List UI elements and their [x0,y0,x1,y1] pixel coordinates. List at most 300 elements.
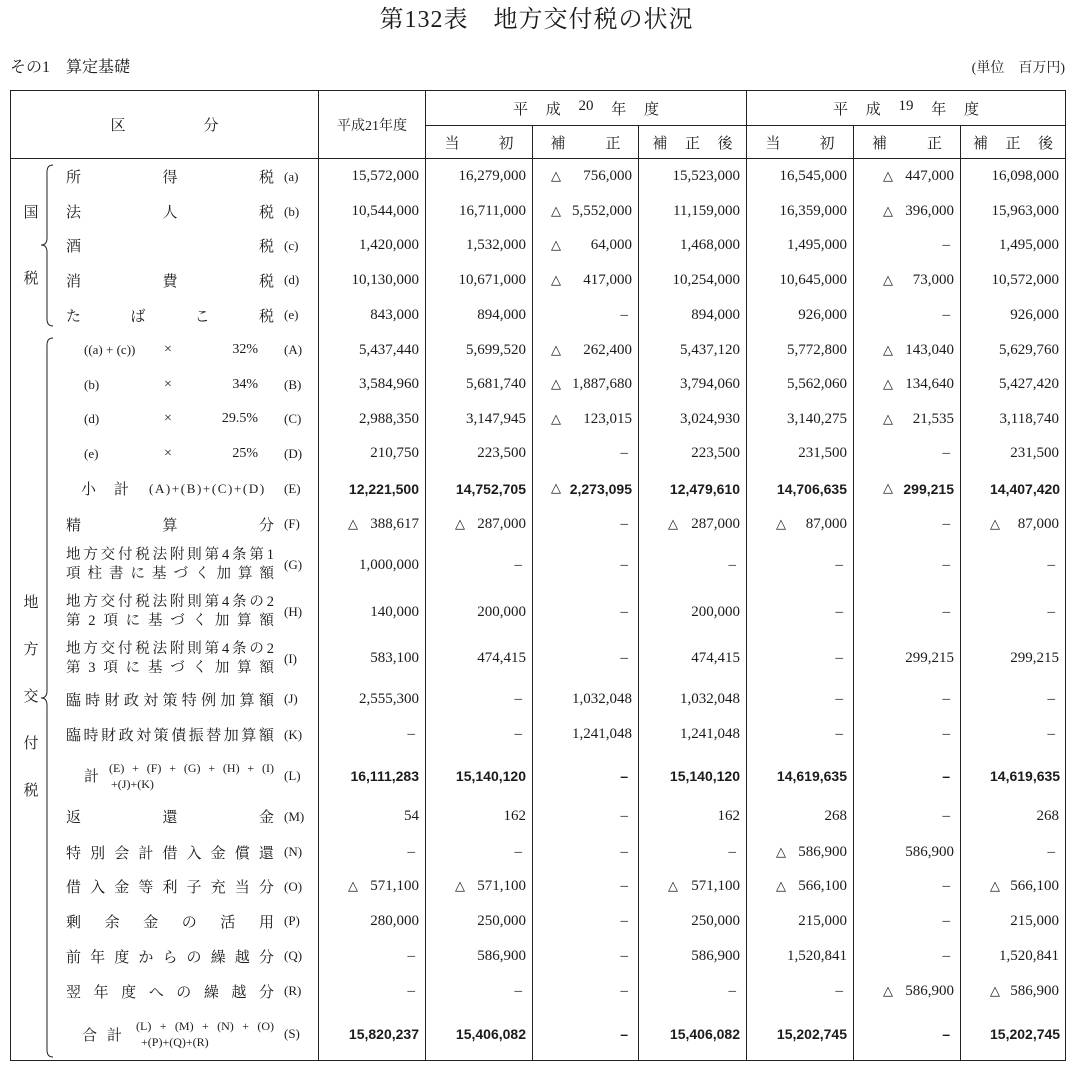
value-number: – [835,690,843,707]
value-number: 16,711,000 [459,203,526,219]
label-char: 税 [135,594,150,610]
value-number: – [835,603,843,620]
value-cell-fy20-initial [426,717,533,753]
label-formula [66,478,274,499]
label-text [66,305,274,326]
value-cell-fy19-initial [747,507,854,542]
row-label-text [66,270,274,291]
value [747,272,853,289]
header-sub-label [551,132,621,153]
table-row-G [11,542,1066,589]
label-char: 補 [652,135,668,152]
value-number: 10,572,000 [991,271,1059,288]
label-text [66,876,274,897]
table-row-b [11,195,1066,229]
label-char: 交 [100,594,116,610]
header-row-years [11,91,1066,126]
row-code: (M) [284,808,305,824]
table-row-N [11,835,1066,870]
negative-mark: △ [990,983,1000,999]
label-char: 税 [258,239,274,255]
value-number: – [835,726,843,742]
value [319,650,425,667]
label-line [66,659,274,678]
label-char: 加 [214,659,230,676]
value-cell-fy20-revision [533,263,639,298]
value [854,726,960,743]
label-char: 4 [221,640,230,657]
value-cell-fy20-revision [533,368,639,402]
value [747,203,853,220]
value-number: – [1047,603,1055,620]
value [639,168,746,185]
value-cell-fy20-revised [639,229,747,263]
label-char: 償 [234,845,250,862]
value-number: 299,215 [903,480,954,497]
label-char: 平 [833,101,849,118]
label-char: 対 [143,692,159,709]
value-cell-fy19-initial [747,939,854,974]
value-cell-fy19-revision [854,542,961,589]
value-cell-fy19-initial [747,799,854,835]
formula-line: +(P)+(Q)+(R) [141,1035,209,1050]
row-code: (E) [284,480,301,496]
header-fy21-label: 平成21年度 [337,118,407,134]
value [319,913,425,930]
value-cell-fy21 [319,333,426,368]
label-text [66,235,274,256]
value-number: 14,752,705 [455,480,526,497]
value-cell-fy21 [319,1009,426,1061]
label-text [66,689,274,710]
row-label-cell [11,507,319,542]
row-label-text [66,411,274,427]
label-char: 第 [204,640,220,657]
value [533,237,638,254]
formula-part: 34% [232,376,258,392]
value-number: 586,900 [477,947,526,964]
value-cell-fy21 [319,589,426,636]
value [426,948,532,965]
value [961,445,1065,462]
value [639,272,746,289]
value-number: – [514,726,522,742]
label-char: 交 [23,689,39,705]
value-cell-fy19-initial [747,717,854,753]
row-label-text [66,1018,274,1050]
label-char: 正 [926,135,942,152]
row-label-text [66,876,274,897]
row-code: (P) [284,913,300,928]
header-fy19-revision [854,126,961,159]
label-char: 税 [135,547,150,563]
row-label [11,806,318,827]
value [854,342,960,359]
label-char: こ [194,308,210,325]
label-char: 4 [221,594,230,610]
label-char: 人 [162,205,178,221]
label-char: 別 [90,845,106,862]
value [426,411,532,428]
label-char: 方 [83,640,98,657]
value-cell-fy19-revision [854,195,961,229]
value-cell-fy19-initial [747,753,854,799]
value [639,516,746,533]
value [747,768,853,784]
label-line [66,612,274,631]
value-cell-fy21 [319,799,426,835]
negative-mark: △ [551,411,561,427]
value-number: 1,241,048 [680,726,740,742]
header-sub-label [973,132,1053,153]
value-number: – [728,843,736,860]
value [747,445,853,462]
row-label-text [66,981,274,1002]
value [533,272,638,289]
value-cell-fy21 [319,835,426,870]
value-cell-fy19-revision [854,229,961,263]
value [747,516,853,533]
label-char: 財 [104,692,120,709]
value-cell-fy19-initial [747,471,854,507]
label-char: 特 [66,845,82,862]
row-label-text [66,201,274,222]
negative-mark: △ [455,879,465,894]
value-number: 10,544,000 [351,203,419,219]
label-char: 債 [171,728,187,744]
value [961,516,1065,533]
value-cell-fy20-revision [533,682,639,717]
value-number: 73,000 [912,271,954,288]
row-label-cell [11,471,319,507]
label-char: 則 [187,640,202,657]
value-number: – [620,515,628,532]
row-label-text [66,235,274,256]
label-char: 額 [258,728,274,744]
value-number: 586,900 [905,843,954,860]
value-cell-fy20-revised [639,195,747,229]
label-char: 地 [23,595,39,611]
value [533,445,638,462]
value-number: 5,562,060 [787,376,847,392]
value-cell-fy20-initial [426,904,533,939]
value-number: – [514,556,522,573]
value-number: 3,118,740 [999,410,1059,427]
label-prefix: 計 [84,769,100,785]
value-number: 54 [404,808,419,824]
value-number: 5,427,420 [999,376,1059,392]
value-cell-fy19-revised [961,471,1066,507]
label-char: 分 [258,880,274,896]
value-number: 396,000 [905,203,954,219]
value-cell-fy19-revision [854,904,961,939]
label-char: 越 [234,949,250,966]
table-row-J [11,682,1066,717]
allocation-table [10,90,1066,1061]
value-cell-fy20-revised [639,835,747,870]
label-char: 算 [237,613,252,629]
value-number: 11,159,000 [673,203,740,219]
label-char: 当 [765,135,781,152]
value-number: 5,437,120 [680,341,740,358]
row-label-cell [11,974,319,1009]
value-cell-fy19-initial [747,870,854,904]
negative-mark: △ [883,272,893,288]
row-label-cell [11,682,319,717]
label-char: 算 [241,728,257,744]
header-fy19-label [833,98,979,119]
value-cell-fy19-revision [854,159,961,195]
value-cell-fy20-initial [426,974,533,1009]
value-cell-fy20-revision [533,717,639,753]
value-cell-fy19-revision [854,974,961,1009]
value [639,948,746,965]
label-char: 対 [136,728,152,744]
row-label-text [66,342,274,358]
value-number: 3,140,275 [787,410,847,427]
value [426,726,532,743]
value [639,307,746,324]
value [961,808,1065,825]
label-char: 加 [223,728,239,744]
value-cell-fy21 [319,974,426,1009]
value-number: 14,619,635 [990,767,1061,784]
header-fy20 [426,91,747,126]
label-text [66,911,274,932]
value [533,411,638,428]
value-cell-fy19-initial [747,682,854,717]
value [319,1026,425,1042]
label-char: 項 [103,659,118,676]
value-cell-fy19-revised [961,402,1066,437]
row-label [11,760,318,792]
negative-mark: △ [668,516,678,532]
value [961,604,1065,621]
value-number: 1,532,000 [466,237,526,253]
row-label-cell [11,717,319,753]
label-char: 臨 [66,692,82,709]
label-char: 越 [231,984,247,1001]
row-label [11,377,318,393]
value-number: 583,100 [370,650,419,666]
label-char: 消 [66,273,82,290]
negative-mark: △ [883,411,893,427]
label-char: 還 [162,810,178,826]
label-char: 策 [162,692,178,709]
label-char: 付 [117,594,133,610]
row-label-cell [11,402,319,437]
value [426,516,532,533]
row-label [11,201,318,222]
value-number: 16,545,000 [779,168,847,185]
value-number: – [620,982,628,999]
label-char: 算 [237,659,252,676]
label-char: 加 [214,613,230,629]
label-char: 付 [23,736,39,752]
row-code: (K) [284,726,303,742]
value-cell-fy21 [319,298,426,333]
label-char: 第 [204,547,220,563]
value [426,307,532,324]
value [426,650,532,667]
label-text [66,981,274,1002]
value-cell-fy20-revision [533,471,639,507]
value [426,557,532,574]
value-cell-fy20-initial [426,437,533,471]
label-char: 第 [249,547,264,563]
table-row-e [11,298,1066,333]
value-number: – [728,982,736,999]
value-number: 5,699,520 [466,341,526,358]
table-row-M [11,799,1066,835]
label-text [66,514,274,535]
label-formula [66,1018,274,1050]
label-text [66,270,274,291]
value-cell-fy20-revised [639,542,747,589]
value [961,844,1065,861]
label-char: 柱 [87,566,102,582]
value-number: – [620,808,628,824]
value-cell-fy20-revision [533,799,639,835]
value-number: 3,147,945 [466,410,526,427]
row-code: (R) [284,983,302,998]
value-cell-fy21 [319,939,426,974]
group-label-local-allocation-tax [23,595,39,799]
value-cell-fy21 [319,437,426,471]
value [747,307,853,324]
row-label [11,593,318,631]
value [854,272,960,289]
label-char: た [66,308,82,325]
value-cell-fy19-initial [747,542,854,589]
formula-part: × [164,342,172,357]
negative-mark: △ [883,377,893,392]
label-char: 余 [104,914,120,931]
value [747,481,853,497]
label-formula [66,342,274,358]
value-number: 12,221,500 [348,480,419,497]
value [854,168,960,185]
row-label [11,478,318,499]
table-header [11,91,1066,159]
label-char: 則 [187,594,202,610]
value [533,168,638,185]
negative-mark: △ [883,481,893,496]
value-number: 162 [503,808,526,824]
value [319,272,425,289]
row-label [11,911,318,932]
table-row-d [11,263,1066,298]
formula-part: 32% [232,342,258,357]
value [426,272,532,289]
label-char: 後 [1037,135,1053,152]
value-number: 2,555,300 [359,690,419,707]
value [854,411,960,428]
row-label-text [66,806,274,827]
value [639,768,746,784]
header-fy20-revision [533,126,639,159]
value-number: 87,000 [1017,515,1059,532]
label-char: 分 [203,118,219,134]
value-cell-fy20-revision [533,229,639,263]
value [854,948,960,965]
value-number: 287,000 [691,515,740,532]
value [854,307,960,324]
value-cell-fy20-initial [426,159,533,195]
value [426,844,532,861]
negative-mark: △ [348,516,358,532]
value-cell-fy20-initial [426,542,533,589]
header-category-label [111,114,219,135]
value-cell-fy20-revision [533,507,639,542]
formula-line: (L) + (M) + (N) + (O) [136,1019,274,1034]
value-cell-fy19-initial [747,402,854,437]
value-number: 3,584,960 [359,376,419,392]
value-number: 926,000 [798,306,847,323]
value-cell-fy20-initial [426,799,533,835]
value [854,983,960,1000]
value [533,913,638,930]
value-cell-fy20-revised [639,939,747,974]
label-char: 算 [239,692,255,709]
label-char: ば [130,308,146,325]
table-row-B [11,368,1066,402]
header-sub-label [872,132,942,153]
label-char: 利 [162,880,178,896]
value-cell-fy21 [319,636,426,682]
row-label [11,842,318,863]
value [961,913,1065,930]
label-char: く [192,659,208,676]
label-char: 例 [201,692,217,709]
row-label [11,235,318,256]
value-number: 215,000 [798,912,847,929]
row-label-text [66,305,274,326]
row-label [11,876,318,897]
value-cell-fy19-revised [961,507,1066,542]
label-char: 第 [66,613,81,629]
value-number: – [835,556,843,573]
value [854,1026,960,1042]
value-number: 287,000 [477,515,526,532]
value-cell-fy19-revision [854,717,961,753]
value-number: 250,000 [691,912,740,929]
value-cell-fy20-revised [639,507,747,542]
value-number: – [620,843,628,860]
value-number: – [620,445,628,461]
value [533,1026,638,1042]
value-cell-fy19-initial [747,333,854,368]
row-label-text [66,689,274,710]
value [319,203,425,220]
value [854,768,960,784]
value-cell-fy21 [319,368,426,402]
value [426,604,532,621]
label-prefix: 小計 [81,482,148,498]
value-cell-fy20-revised [639,263,747,298]
value-number: – [1047,690,1055,707]
row-label-text [66,640,274,678]
row-label-cell [11,939,319,974]
value-cell-fy19-initial [747,368,854,402]
row-label-text [66,514,274,535]
label-text [66,842,274,863]
value [639,1026,746,1042]
label-char: 度 [643,101,659,118]
label-char: 政 [118,728,134,744]
label-char: 当 [444,135,460,152]
value [426,691,532,708]
